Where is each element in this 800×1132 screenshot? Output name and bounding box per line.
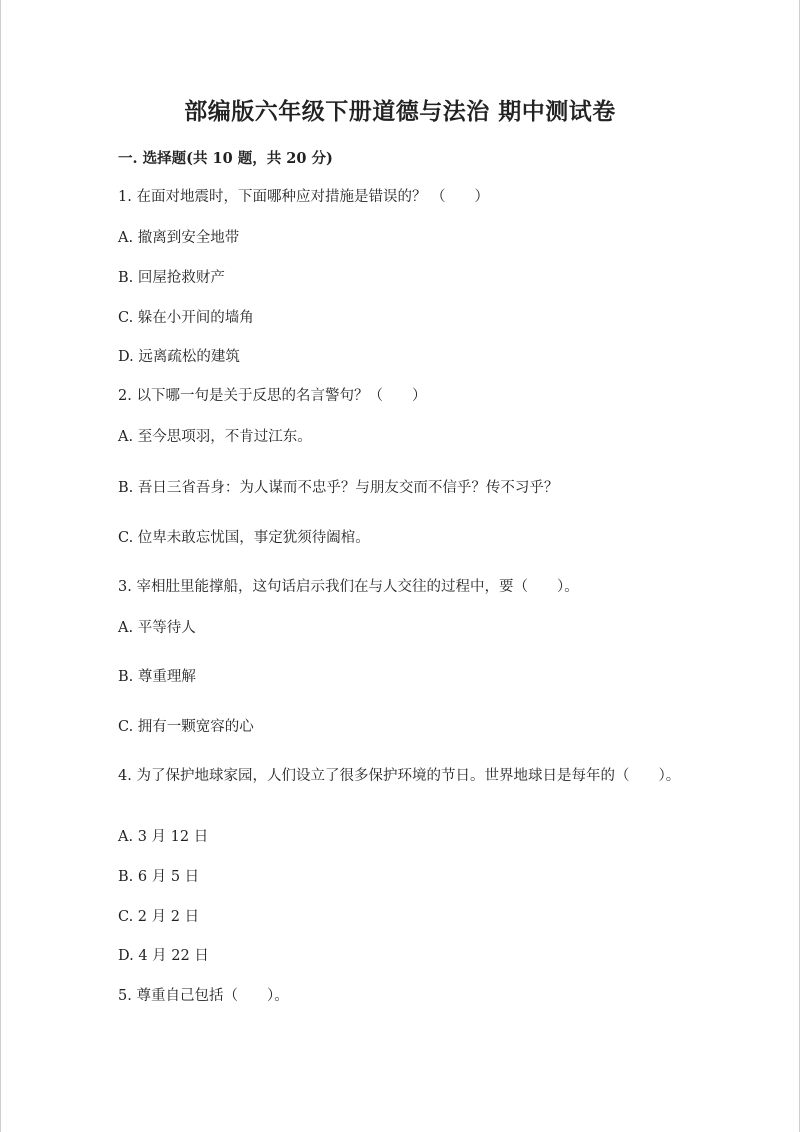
question-4-option-b: B. 6 月 5 日 <box>118 869 200 885</box>
question-4-stem: 4. 为了保护地球家园，人们设立了很多保护环境的节日。世界地球日是每年的（ ）。 <box>118 768 681 784</box>
page-border-left <box>0 0 1 1132</box>
question-3-stem: 3. 宰相肚里能撑船，这句话启示我们在与人交往的过程中，要（ ）。 <box>118 579 579 595</box>
question-1-option-d: D. 远离疏松的建筑 <box>118 349 240 365</box>
question-5-stem: 5. 尊重自己包括（ ）。 <box>118 988 289 1004</box>
question-3-option-b: B. 尊重理解 <box>118 669 196 685</box>
question-2-stem: 2. 以下哪一句是关于反思的名言警句？（ ） <box>118 388 427 404</box>
question-3-option-a: A. 平等待人 <box>118 620 196 636</box>
exam-title: 部编版六年级下册道德与法治 期中测试卷 <box>184 98 616 125</box>
question-4-option-c: C. 2 月 2 日 <box>118 909 200 925</box>
question-4-option-a: A. 3 月 12 日 <box>118 829 209 845</box>
question-2-option-b: B. 吾日三省吾身：为人谋而不忠乎？与朋友交而不信乎？传不习乎？ <box>118 480 559 496</box>
section-heading: 一. 选择题(共 10 题，共 20 分) <box>118 150 333 167</box>
question-3-option-c: C. 拥有一颗宽容的心 <box>118 719 254 735</box>
question-4-option-d: D. 4 月 22 日 <box>118 948 209 964</box>
question-1-option-b: B. 回屋抢救财产 <box>118 270 225 286</box>
question-1-option-a: A. 撤离到安全地带 <box>118 230 240 246</box>
question-2-option-a: A. 至今思项羽，不肯过江东。 <box>118 429 312 445</box>
question-1-option-c: C. 躲在小开间的墙角 <box>118 310 254 326</box>
question-2-option-c: C. 位卑未敢忘忧国，事定犹须待阖棺。 <box>118 530 370 546</box>
question-1-stem: 1. 在面对地震时，下面哪种应对措施是错误的？ （ ） <box>118 189 490 205</box>
